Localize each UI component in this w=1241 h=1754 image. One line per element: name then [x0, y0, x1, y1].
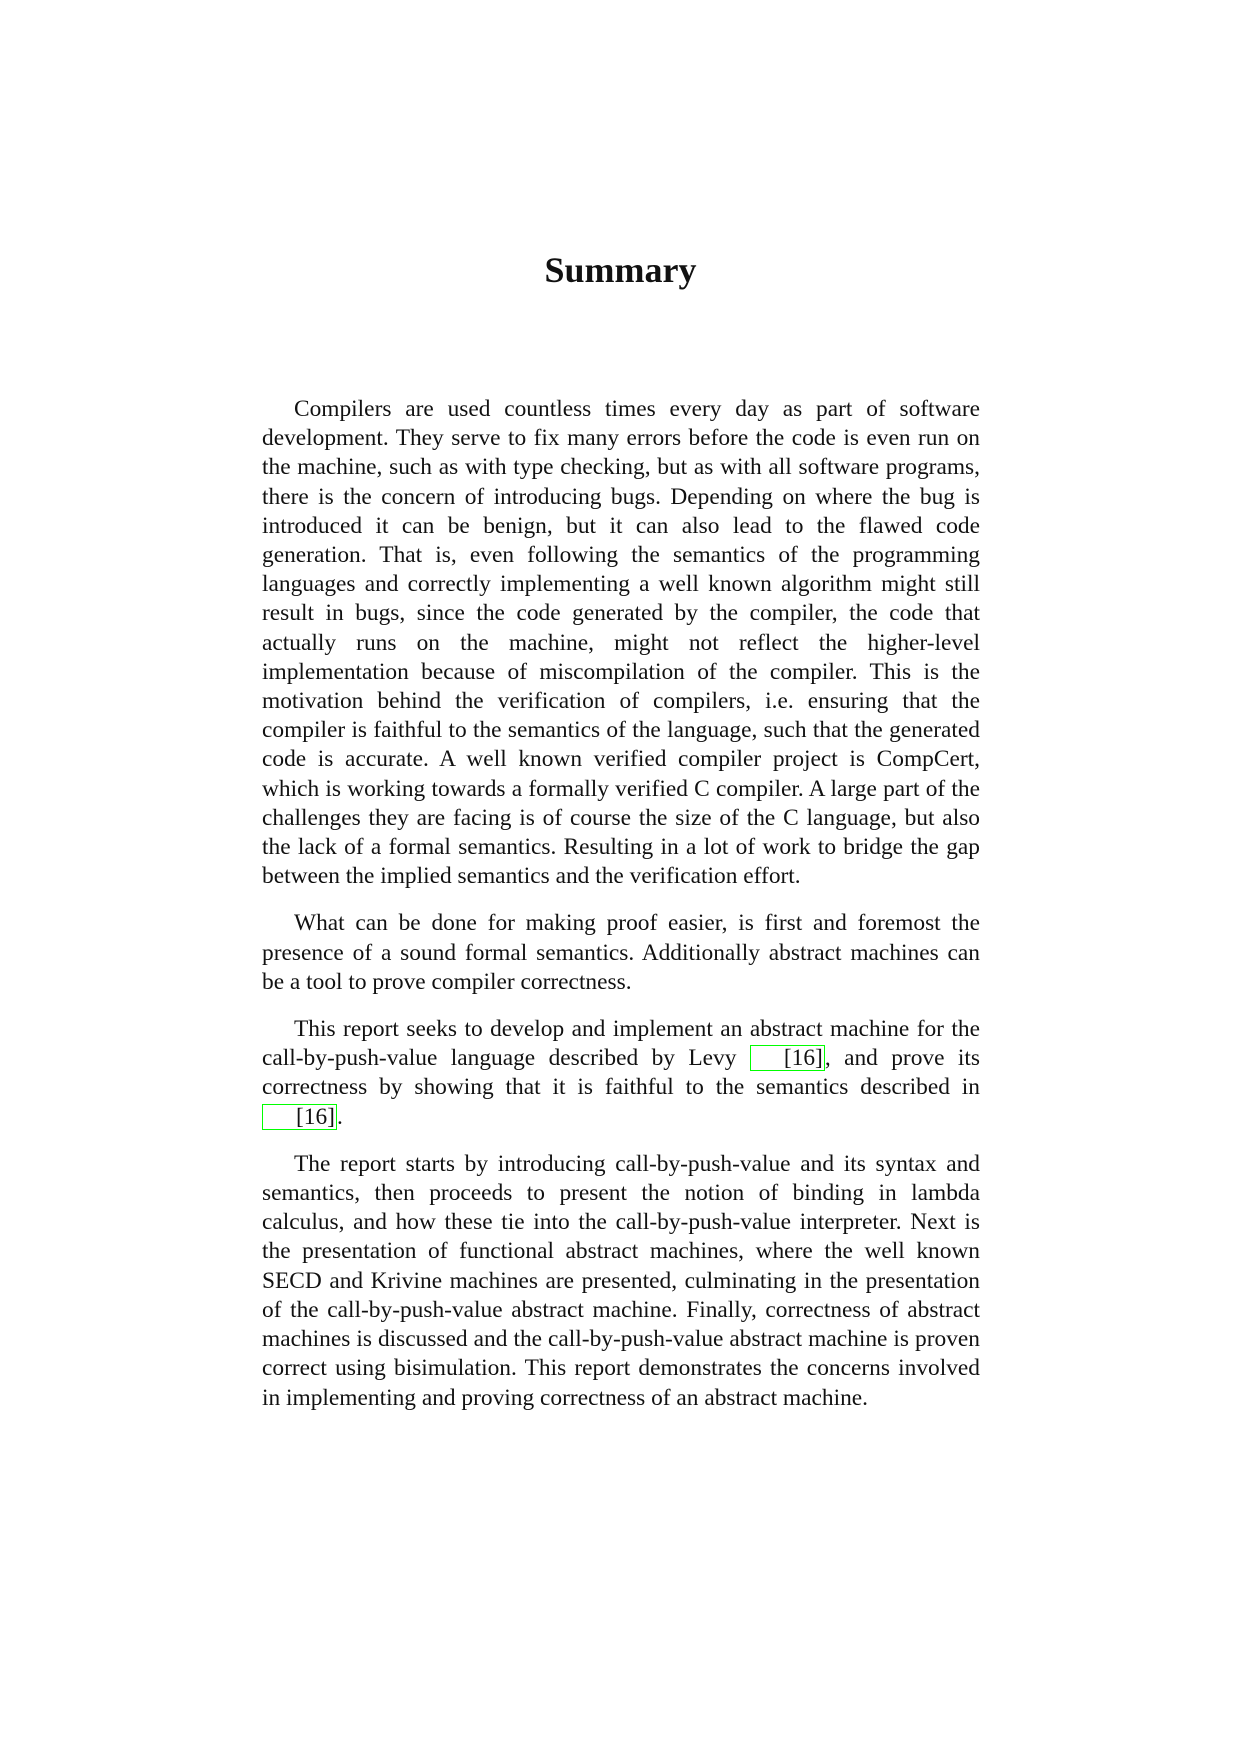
citation-link-16-second[interactable]: [16]	[262, 1104, 337, 1130]
paragraph-2: What can be done for making proof easier, is first and foremost the presence of a sound formal semantics. Additionally abstract machines can be a tool to prove compiler correctness.	[262, 910, 980, 995]
summary-body	[262, 395, 980, 1431]
paragraph-3-text-a: This report seeks to develop and implement an abstract machine for the call-by-push-value language described by Levy	[262, 1016, 980, 1072]
paragraph-3-text-b: , and prove its correctness by showing that it is faithful to the semantics described in	[262, 1045, 980, 1101]
page-title: Summary	[544, 250, 697, 290]
paragraph-3-text-c: .	[336, 1103, 343, 1130]
paragraph-4: The report starts by introducing call-by-push-value and its syntax and semantics, then proceeds to present the notion of binding in lambda calculus, and how these tie into the call-by-push-value interpreter. Next is the presentation of functional abstract machines, where the well known SECD and Krivine machines are presented, culminating in the presentation of the call-by-push-value abstract machine. Finally, correctness of abstract machines is discussed and the call-by-push-value abstract machine is proven correct using bisimulation. This report demonstrates the concerns involved in implementing and proving correctness of an abstract machine.	[262, 1150, 980, 1411]
paragraph-3	[262, 1015, 980, 1132]
paragraph-1: Compilers are used countless times every day as part of software development. They serve to fix many errors before the code is even run on the machine, such as with type checking, but as with all software programs, there is the concern of introducing bugs. Depending on where the bug is introduced it can be benign, but it can also lead to the flawed code generation. That is, even following the semantics of the programming languages and correctly implementing a well known algorithm might still result in bugs, since the code generated by the compiler, the code that actually runs on the machine, might not reflect the higher-level implementation because of miscompilation of the compiler. This is the motivation behind the verification of compilers, i.e. ensuring that the compiler is faithful to the semantics of the language, such that the generated code is accurate. A well known verified compiler project is CompCert, which is working towards a formally verified C compiler. A large part of the challenges they are facing is of course the size of the C language, but also the lack of a formal semantics. Resulting in a lot of work to bridge the gap between the implied semantics and the verification effort.	[262, 396, 980, 890]
citation-link-16[interactable]: [16]	[750, 1045, 825, 1071]
